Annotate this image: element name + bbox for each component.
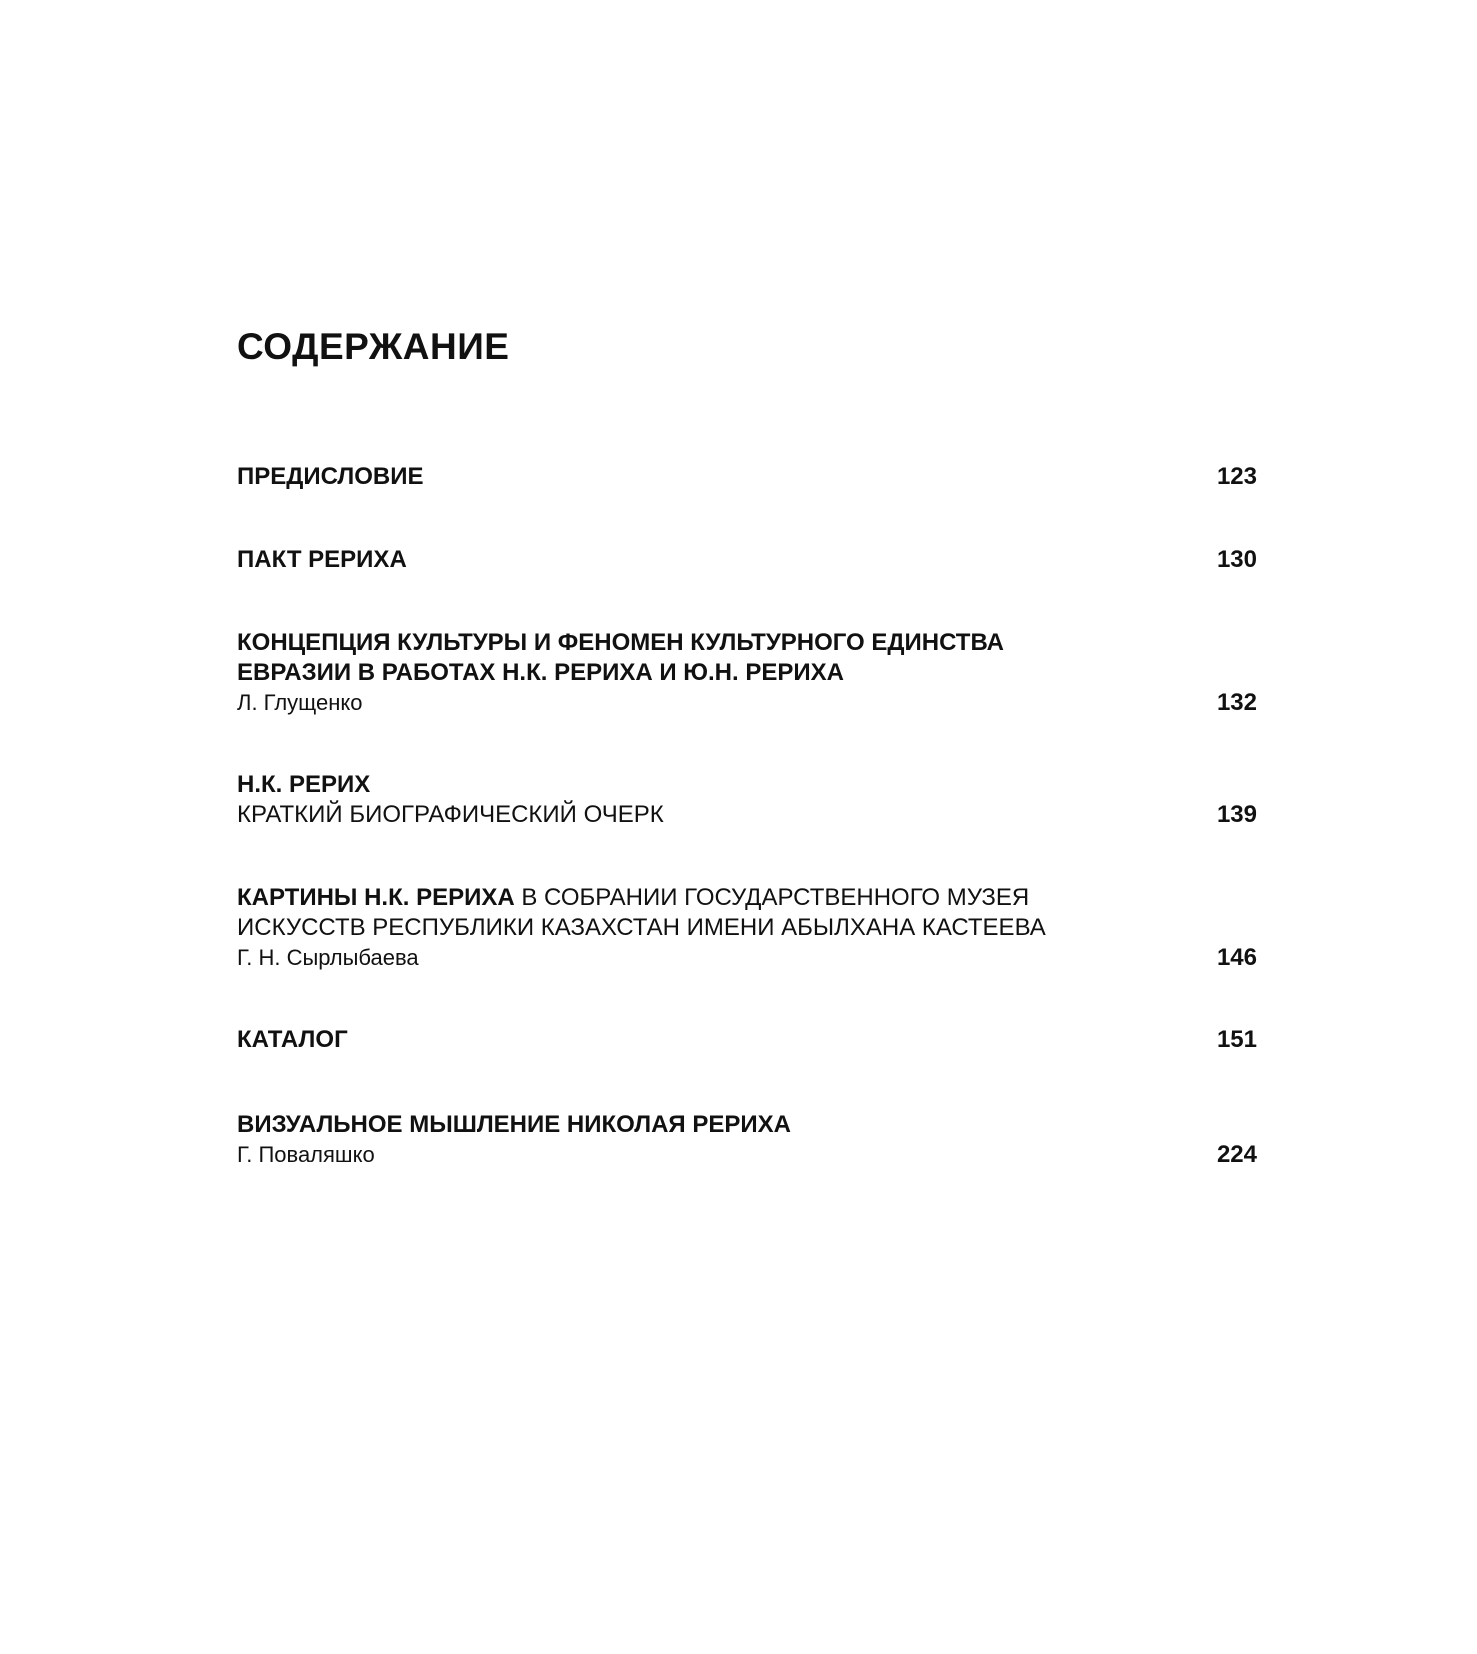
toc-entry-author: Г. Н. Сырлыбаева xyxy=(237,945,419,970)
toc-page-number: 151 xyxy=(1216,1026,1257,1053)
toc-entry-roerich-bio[interactable] xyxy=(237,770,1257,830)
toc-page-number: 139 xyxy=(1216,801,1257,828)
toc-entry-author: Л. Глущенко xyxy=(237,690,363,715)
toc-page-number: 146 xyxy=(1216,944,1257,971)
toc-entry-pact[interactable] xyxy=(237,545,1257,575)
page-title: СОДЕРЖАНИЕ xyxy=(237,326,510,367)
toc-page-number: 130 xyxy=(1216,546,1257,573)
toc-entry-title-bold: КАРТИНЫ Н.К. РЕРИХА xyxy=(237,884,515,911)
toc-entry-title: Н.К. РЕРИХ xyxy=(237,771,371,798)
toc-page-number: 132 xyxy=(1216,689,1257,716)
toc-entry-title: ВИЗУАЛЬНОЕ МЫШЛЕНИЕ НИКОЛАЯ РЕРИХА xyxy=(237,1111,791,1138)
toc-entry-visual-thinking[interactable] xyxy=(237,1110,1257,1170)
toc-entry-title-rest: В СОБРАНИИ ГОСУДАРСТВЕННОГО МУЗЕЯ xyxy=(514,884,1030,911)
toc-entry-preface[interactable] xyxy=(237,462,1257,492)
toc-entry-title: ПРЕДИСЛОВИЕ xyxy=(237,463,424,490)
toc-entry-title-line-2: ИСКУССТВ РЕСПУБЛИКИ КАЗАХСТАН ИМЕНИ АБЫЛХАНА КАСТЕЕВА xyxy=(237,914,1046,941)
toc-entry-author: Г. Поваляшко xyxy=(237,1142,375,1167)
toc-entry-catalog[interactable] xyxy=(237,1025,1257,1055)
toc-entry-title-line-2: ЕВРАЗИИ В РАБОТАХ Н.К. РЕРИХА И Ю.Н. РЕРИХА xyxy=(237,659,844,686)
toc-entry-paintings[interactable] xyxy=(237,883,1257,973)
toc-entry-title-line-1: КОНЦЕПЦИЯ КУЛЬТУРЫ И ФЕНОМЕН КУЛЬТУРНОГО ЕДИНСТВА xyxy=(237,629,1004,656)
toc-entry-culture-concept[interactable] xyxy=(237,628,1257,718)
toc-entry-subtitle: КРАТКИЙ БИОГРАФИЧЕСКИЙ ОЧЕРК xyxy=(237,801,664,828)
toc-page-number: 224 xyxy=(1216,1141,1257,1168)
toc-entry-title: КАТАЛОГ xyxy=(237,1026,348,1053)
toc-page-number: 123 xyxy=(1216,463,1257,490)
toc-entry-title: ПАКТ РЕРИХА xyxy=(237,546,407,573)
